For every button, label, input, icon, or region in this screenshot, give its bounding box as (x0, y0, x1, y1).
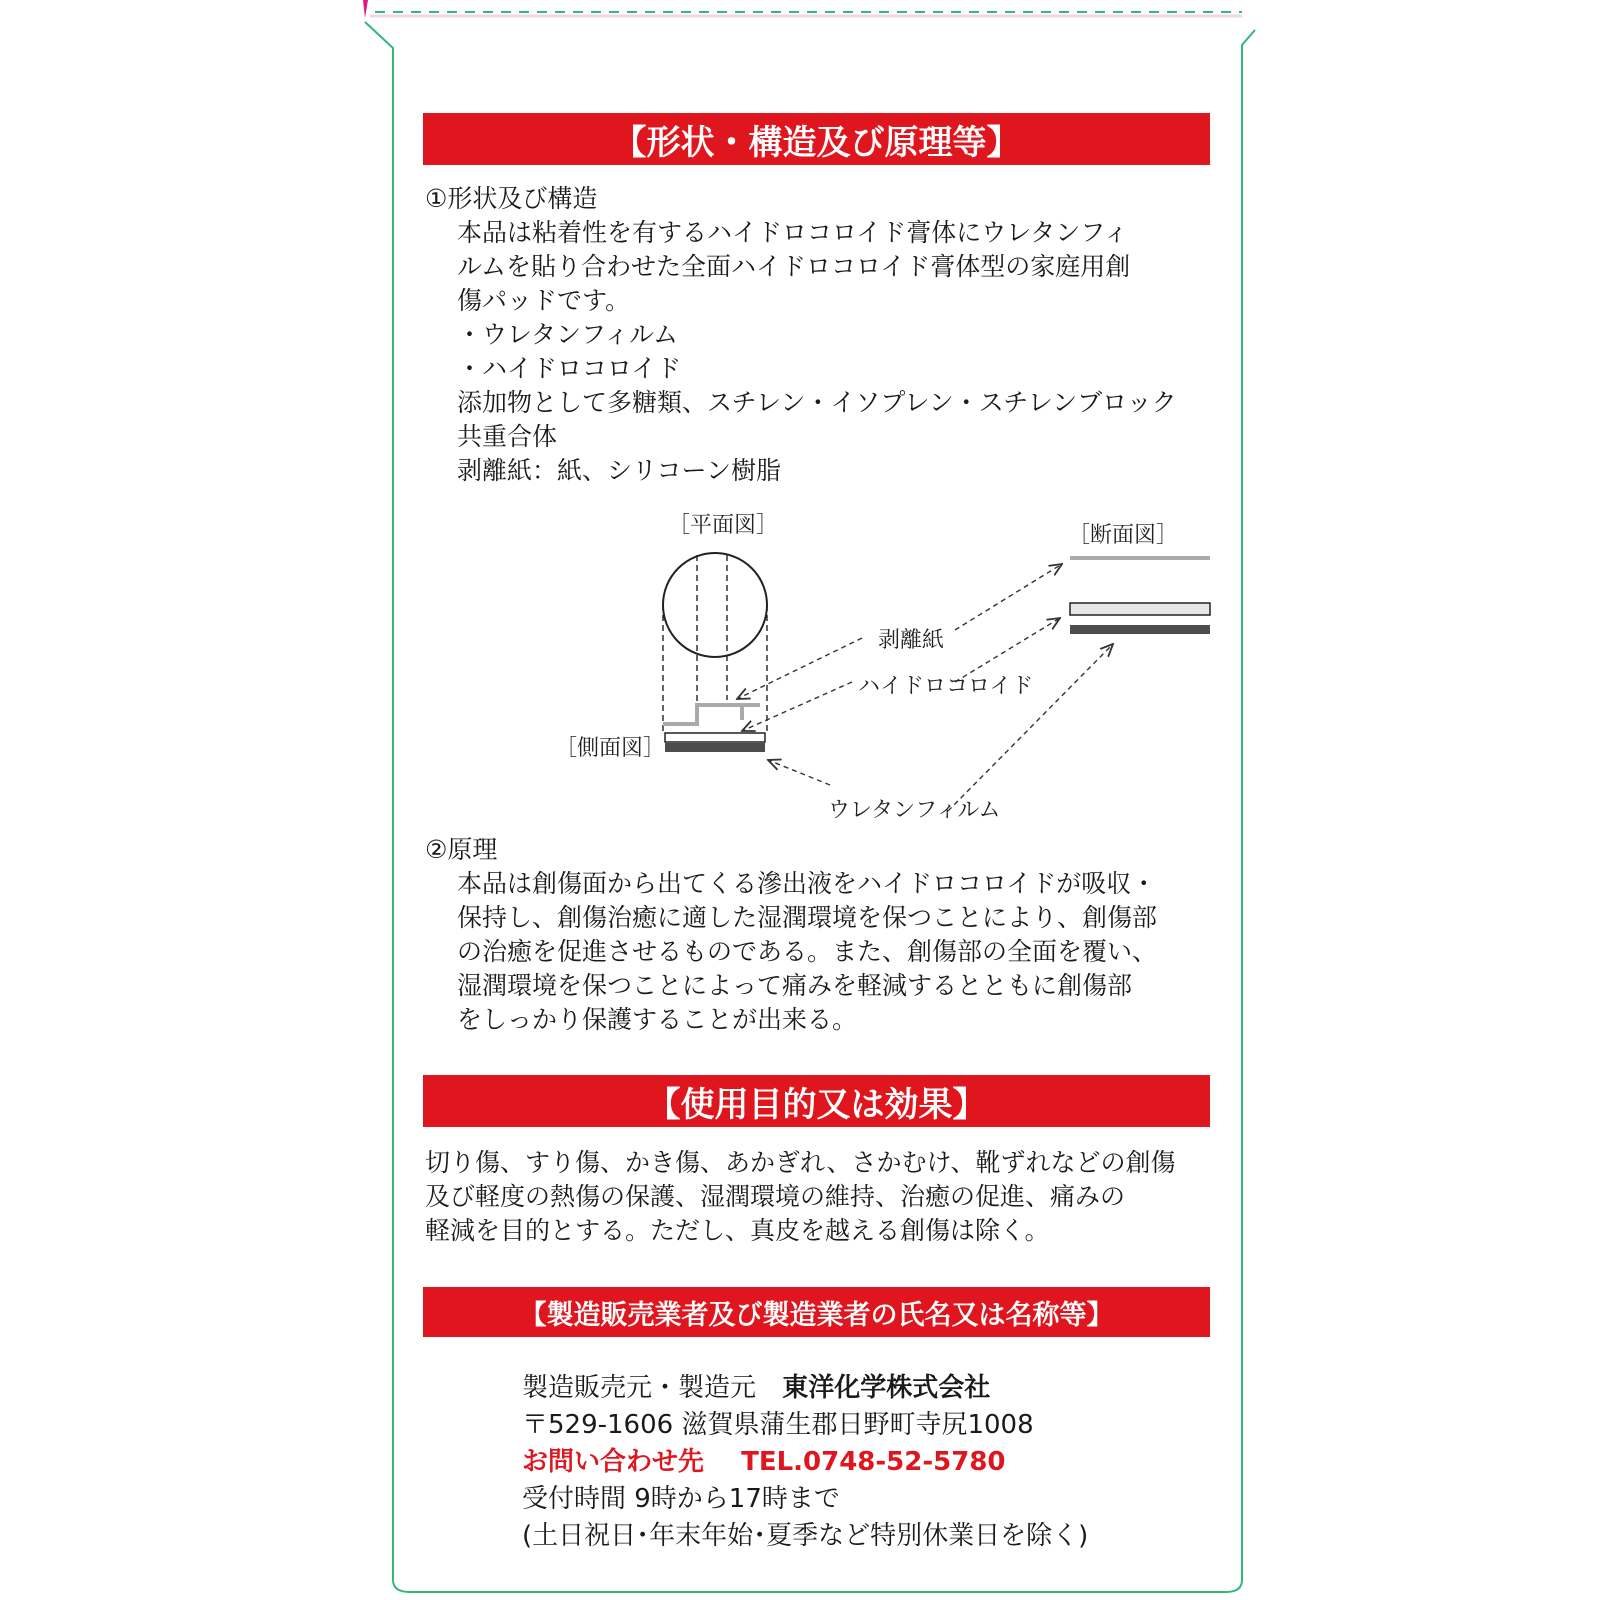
holiday-note: (土日祝日･年末年始･夏季など特別休業日を除く) (522, 1521, 1089, 1551)
maker-line (522, 1370, 990, 1407)
principle-line3: の治癒を促進させるものである。また、創傷部の全面を覆い、 (457, 937, 1158, 966)
plan-view-circle (663, 553, 767, 657)
side-view-layers (663, 705, 765, 752)
hours-line: 受付時間 9時から17時まで (522, 1484, 840, 1514)
section-urethane (1070, 625, 1210, 634)
hydrocolloid-callout: ハイドロコロイド (858, 674, 1034, 699)
urethane-callout: ウレタンフィルム (828, 798, 1001, 823)
principle-subheading: ②原理 (425, 835, 498, 864)
bullet-hydrocolloid: ・ハイドロコロイド (457, 354, 682, 383)
contact-line (522, 1444, 1006, 1481)
plan-view-label: ［平面図］ (668, 513, 779, 538)
para1-line3: 傷パッドです。 (457, 286, 631, 315)
section-release-paper (1070, 556, 1210, 560)
release-paper-line: 剥離紙：紙、シリコーン樹脂 (457, 456, 782, 485)
purpose-line1: 切り傷、すり傷、かき傷、あかぎれ、さかむけ、靴ずれなどの創傷 (425, 1148, 1176, 1177)
contact-label: お問い合わせ先 (522, 1447, 705, 1477)
section-view-label: ［断面図］ (1068, 523, 1179, 548)
principle-line5: をしっかり保護することが出来る。 (457, 1005, 858, 1034)
para1-line2: ルムを貼り合わせた全面ハイドロコロイド膏体型の家庭用創 (457, 252, 1131, 281)
purpose-effect-heading: 【使用目的又は効果】 (423, 1075, 1210, 1127)
para1-line1: 本品は粘着性を有するハイドロコロイド膏体にウレタンフィ (457, 218, 1129, 247)
purpose-line2: 及び軽度の熱傷の保護、湿潤環境の維持、治癒の促進、痛みの (425, 1182, 1126, 1211)
purpose-line3: 軽減を目的とする。ただし、真皮を越える創傷は除く。 (425, 1216, 1050, 1245)
address-line: 〒529-1606 滋賀県蒲生郡日野町寺尻1008 (522, 1410, 1034, 1440)
shape-structure-subheading: ①形状及び構造 (425, 184, 598, 213)
shape-structure-heading: 【形状・構造及び原理等】 (423, 113, 1210, 165)
contact-tel: TEL.0748-52-5780 (741, 1447, 1006, 1477)
additive-line2: 共重合体 (457, 422, 558, 451)
side-view-label: ［側面図］ (555, 736, 666, 761)
plan-projection-lines (663, 555, 767, 735)
maker-name: 東洋化学株式会社 (782, 1373, 991, 1403)
principle-line2: 保持し、創傷治癒に適した湿潤環境を保つことにより、創傷部 (457, 903, 1158, 932)
release-paper-callout: 剥離紙 (878, 628, 945, 653)
principle-line4: 湿潤環境を保つことによって痛みを軽減するとともに創傷部 (457, 971, 1133, 1000)
section-hydrocolloid (1070, 603, 1210, 615)
manufacturer-heading: 【製造販売業者及び製造業者の氏名又は名称等】 (423, 1287, 1210, 1337)
principle-line1: 本品は創傷面から出てくる滲出液をハイドロコロイドが吸収・ (457, 869, 1157, 898)
maker-role: 製造販売元・製造元 (522, 1373, 757, 1403)
additive-line1: 添加物として多糖類、スチレン・イソプレン・スチレンブロック (457, 388, 1177, 417)
bullet-urethane: ・ウレタンフィルム (457, 320, 679, 349)
